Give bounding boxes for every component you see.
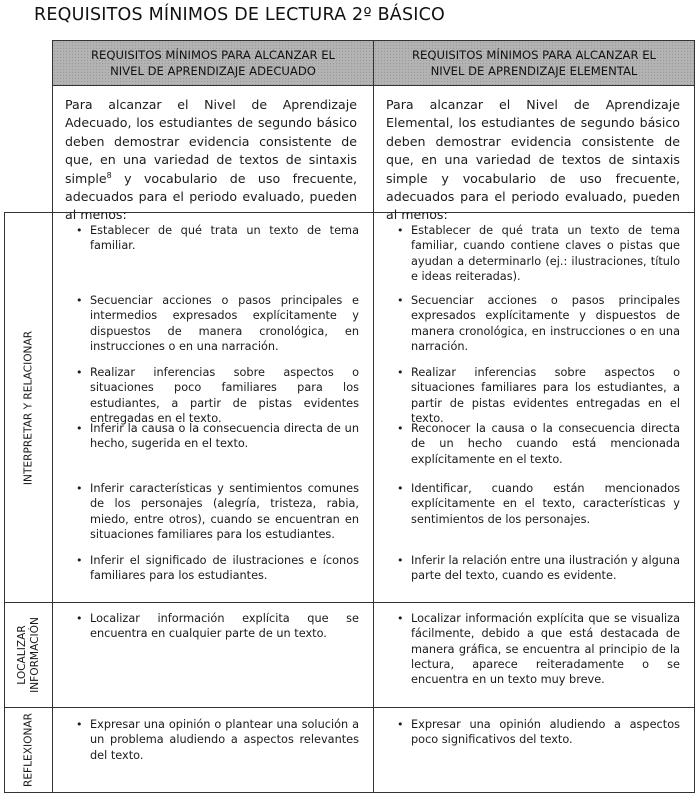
header-line-2: NIVEL DE APRENDIZAJE ADECUADO bbox=[110, 64, 316, 78]
list-item bbox=[374, 365, 694, 426]
item-text: Inferir la relación entre una ilustración y alguna parte del texto, cuando es evidente. bbox=[411, 554, 680, 583]
item-text: Identificar, cuando están mencionados explícitamente en el texto, características y sentimientos de los personajes. bbox=[411, 482, 680, 526]
item-text: Establecer de qué trata un texto de tema familiar. bbox=[90, 224, 359, 253]
header-line-1: REQUISITOS MÍNIMOS PARA ALCANZAR EL bbox=[411, 48, 656, 62]
bullet-icon: • bbox=[397, 422, 404, 435]
list-item bbox=[53, 611, 373, 642]
list-item bbox=[374, 421, 694, 467]
cell-interpretar-adecuado bbox=[52, 212, 374, 603]
list-item bbox=[374, 481, 694, 527]
row-label-interpretar bbox=[4, 212, 53, 603]
intro-elemental bbox=[373, 85, 695, 223]
list-item bbox=[53, 481, 373, 542]
column-header-elemental bbox=[373, 40, 695, 86]
bullet-icon: • bbox=[397, 482, 404, 495]
item-text: Realizar inferencias sobre aspectos o situaciones familiares para los estudiantes, a partir de pistas evidentes entregadas en el texto. bbox=[411, 366, 680, 425]
column-header-adecuado bbox=[52, 40, 374, 86]
intro-adecuado bbox=[52, 85, 374, 223]
item-text: Inferir características y sentimientos comunes de los personajes (alegría, tristeza, rabia, miedo, entre otros), cuando se encuentran en situaciones familiares para los estudiantes. bbox=[90, 482, 359, 541]
cell-localizar-elemental bbox=[373, 602, 695, 708]
footnote-ref: 8 bbox=[106, 170, 112, 180]
item-text: Expresar una opinión aludiendo a aspectos poco significativos del texto. bbox=[411, 718, 680, 747]
bullet-icon: • bbox=[397, 224, 404, 237]
list-item bbox=[53, 223, 373, 254]
header-line-2: NIVEL DE APRENDIZAJE ELEMENTAL bbox=[430, 64, 638, 78]
item-text: Expresar una opinión o plantear una solución a un problema aludiendo a aspectos relevantes del texto. bbox=[90, 718, 359, 762]
bullet-icon: • bbox=[76, 422, 83, 435]
intro-text-tail: y vocabulario de uso frecuente, adecuados para el periodo evaluado, pueden al menos: bbox=[65, 170, 357, 223]
cell-localizar-adecuado bbox=[52, 602, 374, 708]
bullet-icon: • bbox=[397, 612, 404, 625]
cell-interpretar-elemental bbox=[373, 212, 695, 603]
bullet-icon: • bbox=[397, 554, 404, 567]
list-item bbox=[53, 421, 373, 452]
item-text: Reconocer la causa o la consecuencia directa de un hecho cuando está mencionada explícitamente en el texto. bbox=[411, 422, 680, 466]
intro-text: Para alcanzar el Nivel de Aprendizaje Adecuado, los estudiantes de segundo básico deben demostrar evidencia consistente de que, en una variedad de textos de sintaxis simple bbox=[65, 97, 357, 186]
header-line-1: REQUISITOS MÍNIMOS PARA ALCANZAR EL bbox=[90, 48, 335, 62]
row-label-text: INTERPRETAR Y RELACIONAR bbox=[22, 330, 34, 485]
list-item bbox=[374, 553, 694, 584]
cell-reflexionar-elemental bbox=[373, 707, 695, 793]
list-item bbox=[53, 365, 373, 426]
list-item bbox=[374, 293, 694, 354]
bullet-icon: • bbox=[76, 224, 83, 237]
label-line-2: INFORMACIÓN bbox=[28, 617, 41, 693]
item-text: Secuenciar acciones o pasos principales e intermedios expresados explícitamente y dispuestos de manera cronológica, en instrucciones o en una narración. bbox=[90, 294, 359, 353]
bullet-icon: • bbox=[76, 482, 83, 495]
page-title: REQUISITOS MÍNIMOS DE LECTURA 2º BÁSICO bbox=[34, 5, 446, 25]
item-text: Secuenciar acciones o pasos principales expresados explícitamente y dispuestos de manera cronológica, en instrucciones o en una narración. bbox=[411, 294, 680, 353]
row-label-reflexionar bbox=[4, 707, 53, 793]
item-text: Localizar información explícita que se visualiza fácilmente, debido a que está destacada de manera gráfica, se encuentra al principio de la lectura, aparece reiteradamente o se encuentra en un texto muy breve. bbox=[411, 612, 680, 687]
bullet-icon: • bbox=[76, 554, 83, 567]
item-text: Establecer de qué trata un texto de tema familiar, cuando contiene claves o pistas que ayudan a determinarlo (ej.: ilustraciones, título e ideas reiteradas). bbox=[411, 224, 680, 283]
cell-reflexionar-adecuado bbox=[52, 707, 374, 793]
bullet-icon: • bbox=[397, 294, 404, 307]
bullet-icon: • bbox=[76, 612, 83, 625]
list-item bbox=[374, 611, 694, 687]
intro-text: Para alcanzar el Nivel de Aprendizaje Elemental, los estudiantes de segundo básico deben demostrar evidencia consistente de que, en una variedad de textos de sintaxis simple y vocabulario de uso frecuente, adecuados para el periodo evaluado, pueden al menos: bbox=[386, 97, 680, 223]
row-label-localizar bbox=[4, 602, 53, 708]
list-item bbox=[53, 553, 373, 584]
item-text: Realizar inferencias sobre aspectos o situaciones poco familiares para los estudiantes, a partir de pistas evidentes entregadas en el texto. bbox=[90, 366, 359, 425]
item-text: Inferir el significado de ilustraciones e íconos familiares para los estudiantes. bbox=[90, 554, 359, 583]
list-item bbox=[374, 223, 694, 284]
label-line-1: LOCALIZAR bbox=[15, 625, 28, 685]
list-item bbox=[374, 717, 694, 748]
row-label-text: REFLEXIONAR bbox=[22, 713, 34, 787]
bullet-icon: • bbox=[397, 366, 404, 379]
list-item bbox=[53, 717, 373, 763]
list-item bbox=[53, 293, 373, 354]
bullet-icon: • bbox=[76, 366, 83, 379]
item-text: Localizar información explícita que se encuentra en cualquier parte de un texto. bbox=[90, 612, 359, 641]
bullet-icon: • bbox=[397, 718, 404, 731]
bullet-icon: • bbox=[76, 718, 83, 731]
item-text: Inferir la causa o la consecuencia directa de un hecho, sugerida en el texto. bbox=[90, 422, 359, 451]
bullet-icon: • bbox=[76, 294, 83, 307]
row-label-text bbox=[16, 617, 42, 693]
